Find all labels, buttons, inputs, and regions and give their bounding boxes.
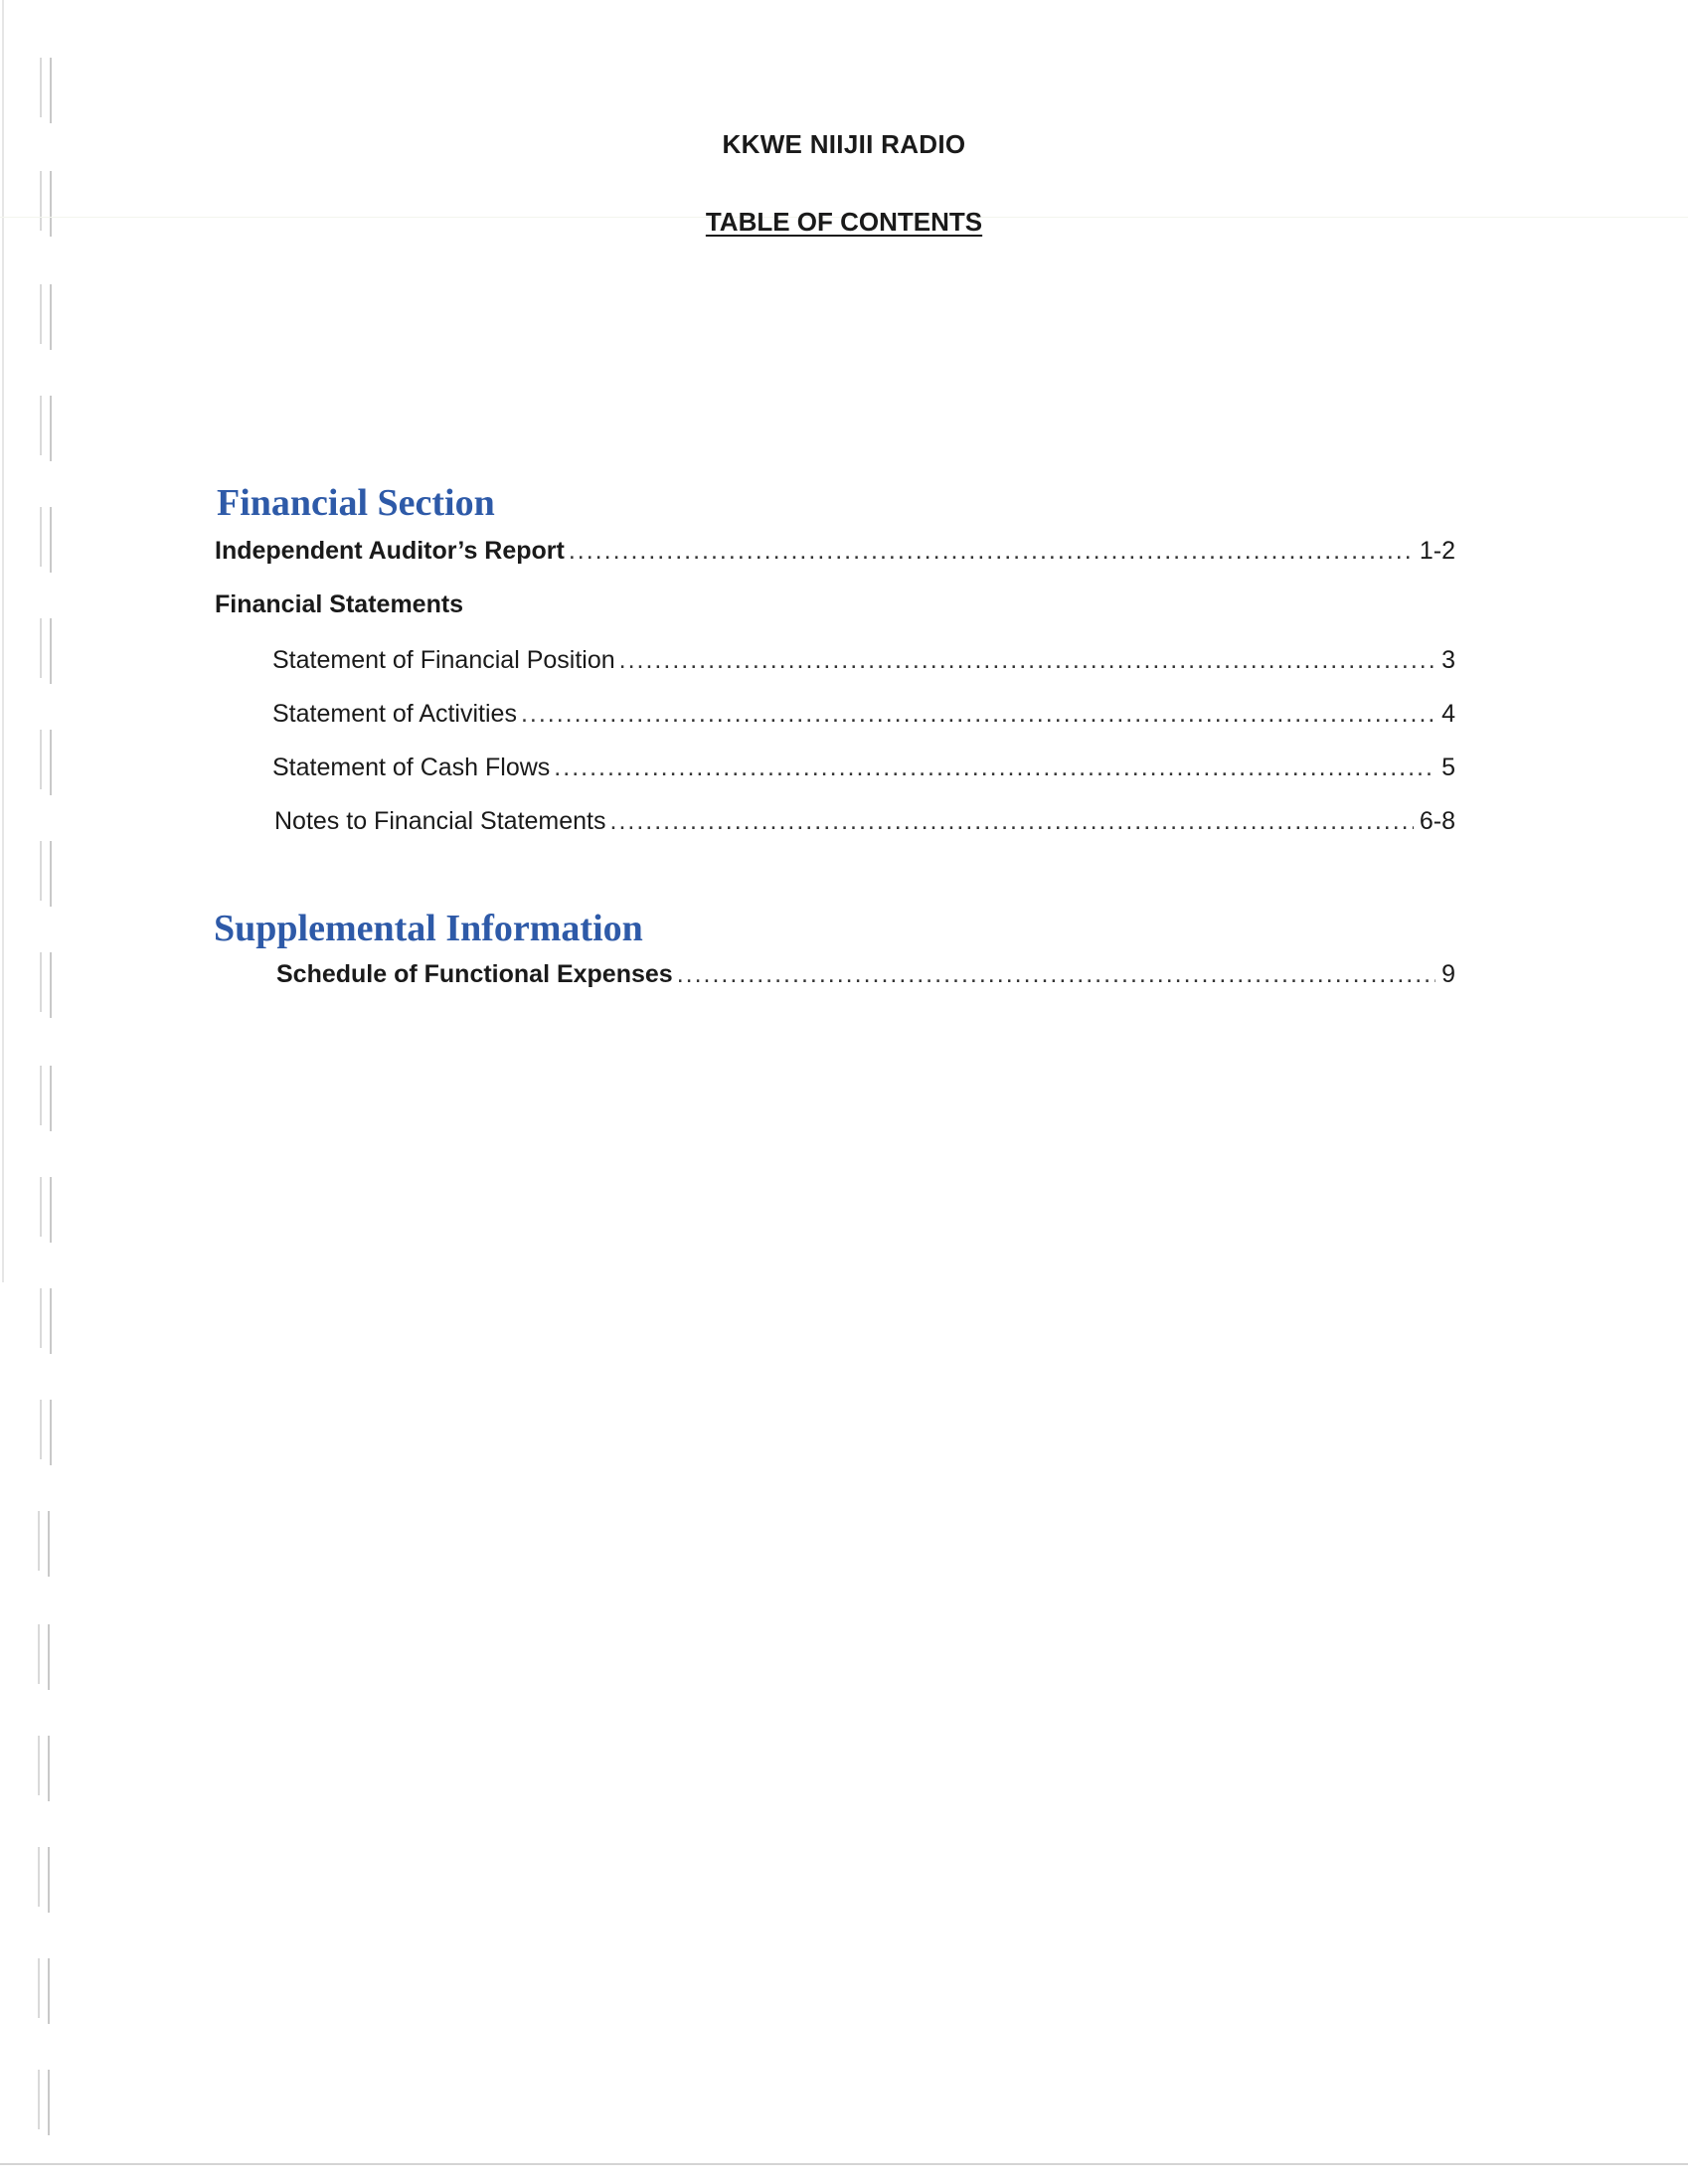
toc-entry-label: Statement of Activities	[272, 700, 517, 728]
punch-mark	[40, 1400, 52, 1465]
toc-entry-label: Independent Auditor’s Report	[215, 537, 565, 565]
punch-mark	[40, 1177, 52, 1243]
toc-entry-page: 6-8	[1419, 807, 1455, 835]
page-edge-line	[2, 0, 4, 1282]
punch-mark	[38, 1624, 50, 1690]
toc-entry-label: Statement of Financial Position	[272, 646, 615, 674]
toc-entry-label: Statement of Cash Flows	[272, 754, 551, 781]
toc-entry-functional-expenses[interactable]	[276, 960, 1455, 989]
punch-mark	[38, 1958, 50, 2024]
punch-mark	[38, 2070, 50, 2135]
punch-mark	[38, 1847, 50, 1913]
punch-mark	[40, 284, 52, 350]
toc-group-financial-statements: Financial Statements	[215, 590, 464, 618]
toc-entry-page: 4	[1441, 700, 1455, 728]
toc-entry-page: 9	[1441, 960, 1455, 988]
organization-name: KKWE NIIJII RADIO	[722, 129, 966, 159]
toc-entry-page: 5	[1441, 754, 1455, 781]
toc-entry-auditors-report[interactable]	[215, 537, 1455, 566]
dot-leader	[610, 807, 1414, 836]
punch-mark	[40, 1288, 52, 1354]
punch-mark	[40, 1066, 52, 1131]
punch-mark	[38, 1511, 50, 1577]
punch-mark	[40, 730, 52, 795]
punch-mark	[40, 618, 52, 684]
toc-entry-page: 1-2	[1419, 537, 1455, 565]
dot-leader	[554, 754, 1435, 782]
punch-mark	[40, 952, 52, 1018]
dot-leader	[619, 646, 1435, 675]
page-title	[0, 207, 1688, 238]
toc-entry-activities[interactable]	[272, 700, 1455, 729]
toc-entry-financial-position[interactable]	[272, 646, 1455, 675]
binding-edge	[0, 0, 80, 2184]
toc-entry-label: Schedule of Functional Expenses	[276, 960, 673, 988]
punch-mark	[40, 58, 52, 123]
dot-leader	[569, 537, 1414, 566]
dot-leader	[521, 700, 1435, 729]
punch-mark	[40, 507, 52, 573]
punch-mark	[40, 841, 52, 907]
section-heading-financial: Financial Section	[217, 482, 495, 524]
punch-mark	[40, 396, 52, 461]
toc-entry-notes[interactable]	[274, 807, 1455, 836]
section-heading-supplemental: Supplemental Information	[214, 908, 643, 949]
dot-leader	[677, 960, 1435, 989]
toc-entry-page: 3	[1441, 646, 1455, 674]
page-bottom-edge	[0, 2163, 1688, 2165]
toc-entry-label: Notes to Financial Statements	[274, 807, 606, 835]
page-title-text: TABLE OF CONTENTS	[705, 207, 983, 237]
punch-mark	[38, 1736, 50, 1801]
toc-entry-cash-flows[interactable]	[272, 754, 1455, 782]
